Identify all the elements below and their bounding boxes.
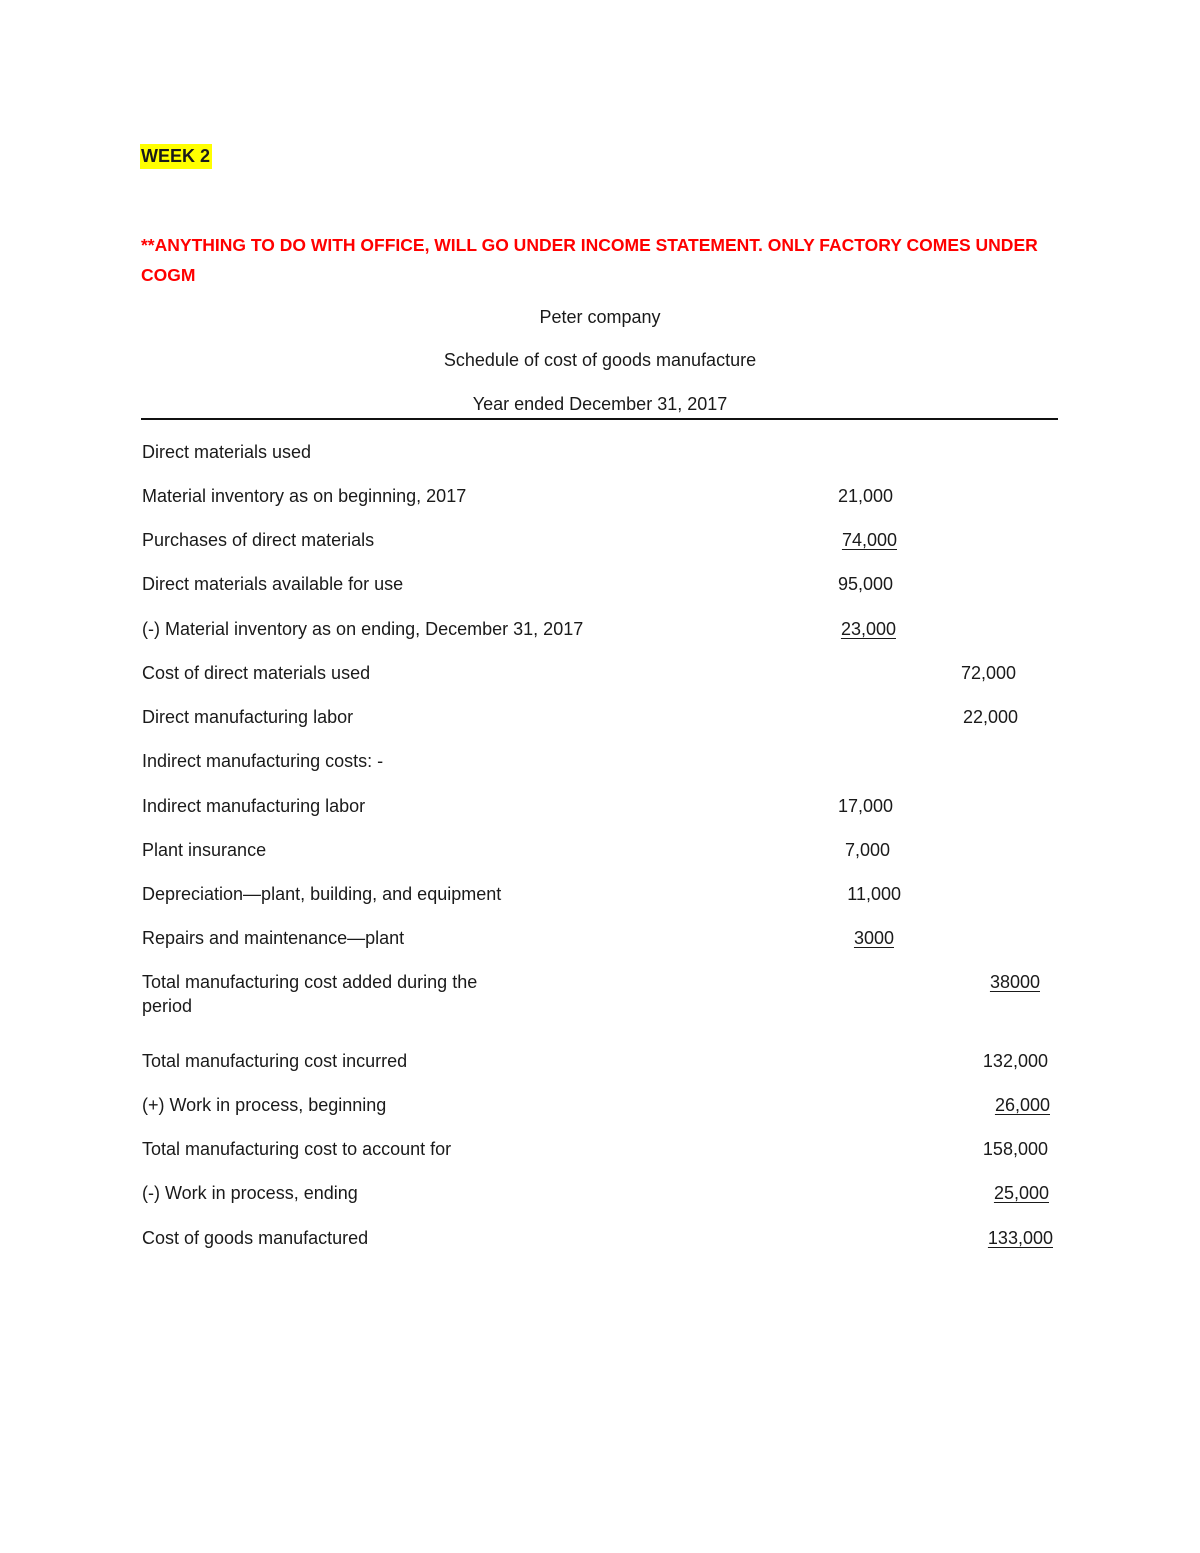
factory-note: **ANYTHING TO DO WITH OFFICE, WILL GO UNDER INCOME STATEMENT. ONLY FACTORY COMES UNDER COGM <box>141 235 1038 285</box>
row-label: Direct materials used <box>142 442 312 462</box>
row-label: Cost of goods manufactured <box>142 1228 369 1248</box>
header-rule <box>141 418 1058 420</box>
amount-col2: 22,000 <box>962 707 1018 727</box>
row-label: Direct materials available for use <box>142 574 404 594</box>
amount-col2: 72,000 <box>960 663 1016 683</box>
amount-col1: 17,000 <box>837 796 893 816</box>
row-label: Repairs and maintenance—plant <box>142 928 405 948</box>
amount-col2: 25,000 <box>993 1183 1049 1203</box>
row-label: Total manufacturing cost incurred <box>142 1051 408 1071</box>
amount-col2: 158,000 <box>982 1139 1048 1159</box>
amount-col1: 23,000 <box>840 619 896 639</box>
amount-col2: 38000 <box>989 972 1040 992</box>
row-label: (-) Material inventory as on ending, December 31, 2017 <box>142 619 584 639</box>
schedule-title: Schedule of cost of goods manufacture <box>443 350 757 370</box>
row-label: Material inventory as on beginning, 2017 <box>142 486 467 506</box>
row-label: Plant insurance <box>142 840 267 860</box>
row-label: Purchases of direct materials <box>142 530 375 550</box>
amount-col1: 3000 <box>853 928 894 948</box>
row-label: Total manufacturing cost added during the period <box>142 972 478 1016</box>
row-label: Total manufacturing cost to account for <box>142 1139 452 1159</box>
row-label: (+) Work in process, beginning <box>142 1095 387 1115</box>
row-label: Indirect manufacturing labor <box>142 796 366 816</box>
amount-col1: 7,000 <box>844 840 890 860</box>
amount-col1: 11,000 <box>847 884 901 904</box>
row-label: (-) Work in process, ending <box>142 1183 358 1203</box>
amount-col1: 21,000 <box>837 486 893 506</box>
row-label: Depreciation—plant, building, and equipment <box>142 884 502 904</box>
amount-col1: 95,000 <box>837 574 893 594</box>
amount-col2: 26,000 <box>994 1095 1050 1115</box>
row-label: Cost of direct materials used <box>142 663 371 683</box>
row-label: Direct manufacturing labor <box>142 707 354 727</box>
amount-col2: 132,000 <box>982 1051 1048 1071</box>
week-heading: WEEK 2 <box>140 144 212 169</box>
row-label: Indirect manufacturing costs: - <box>142 751 384 771</box>
company-name: Peter company <box>539 307 661 327</box>
schedule-period: Year ended December 31, 2017 <box>472 394 728 414</box>
amount-col2: 133,000 <box>987 1228 1053 1248</box>
amount-col1: 74,000 <box>841 530 897 550</box>
